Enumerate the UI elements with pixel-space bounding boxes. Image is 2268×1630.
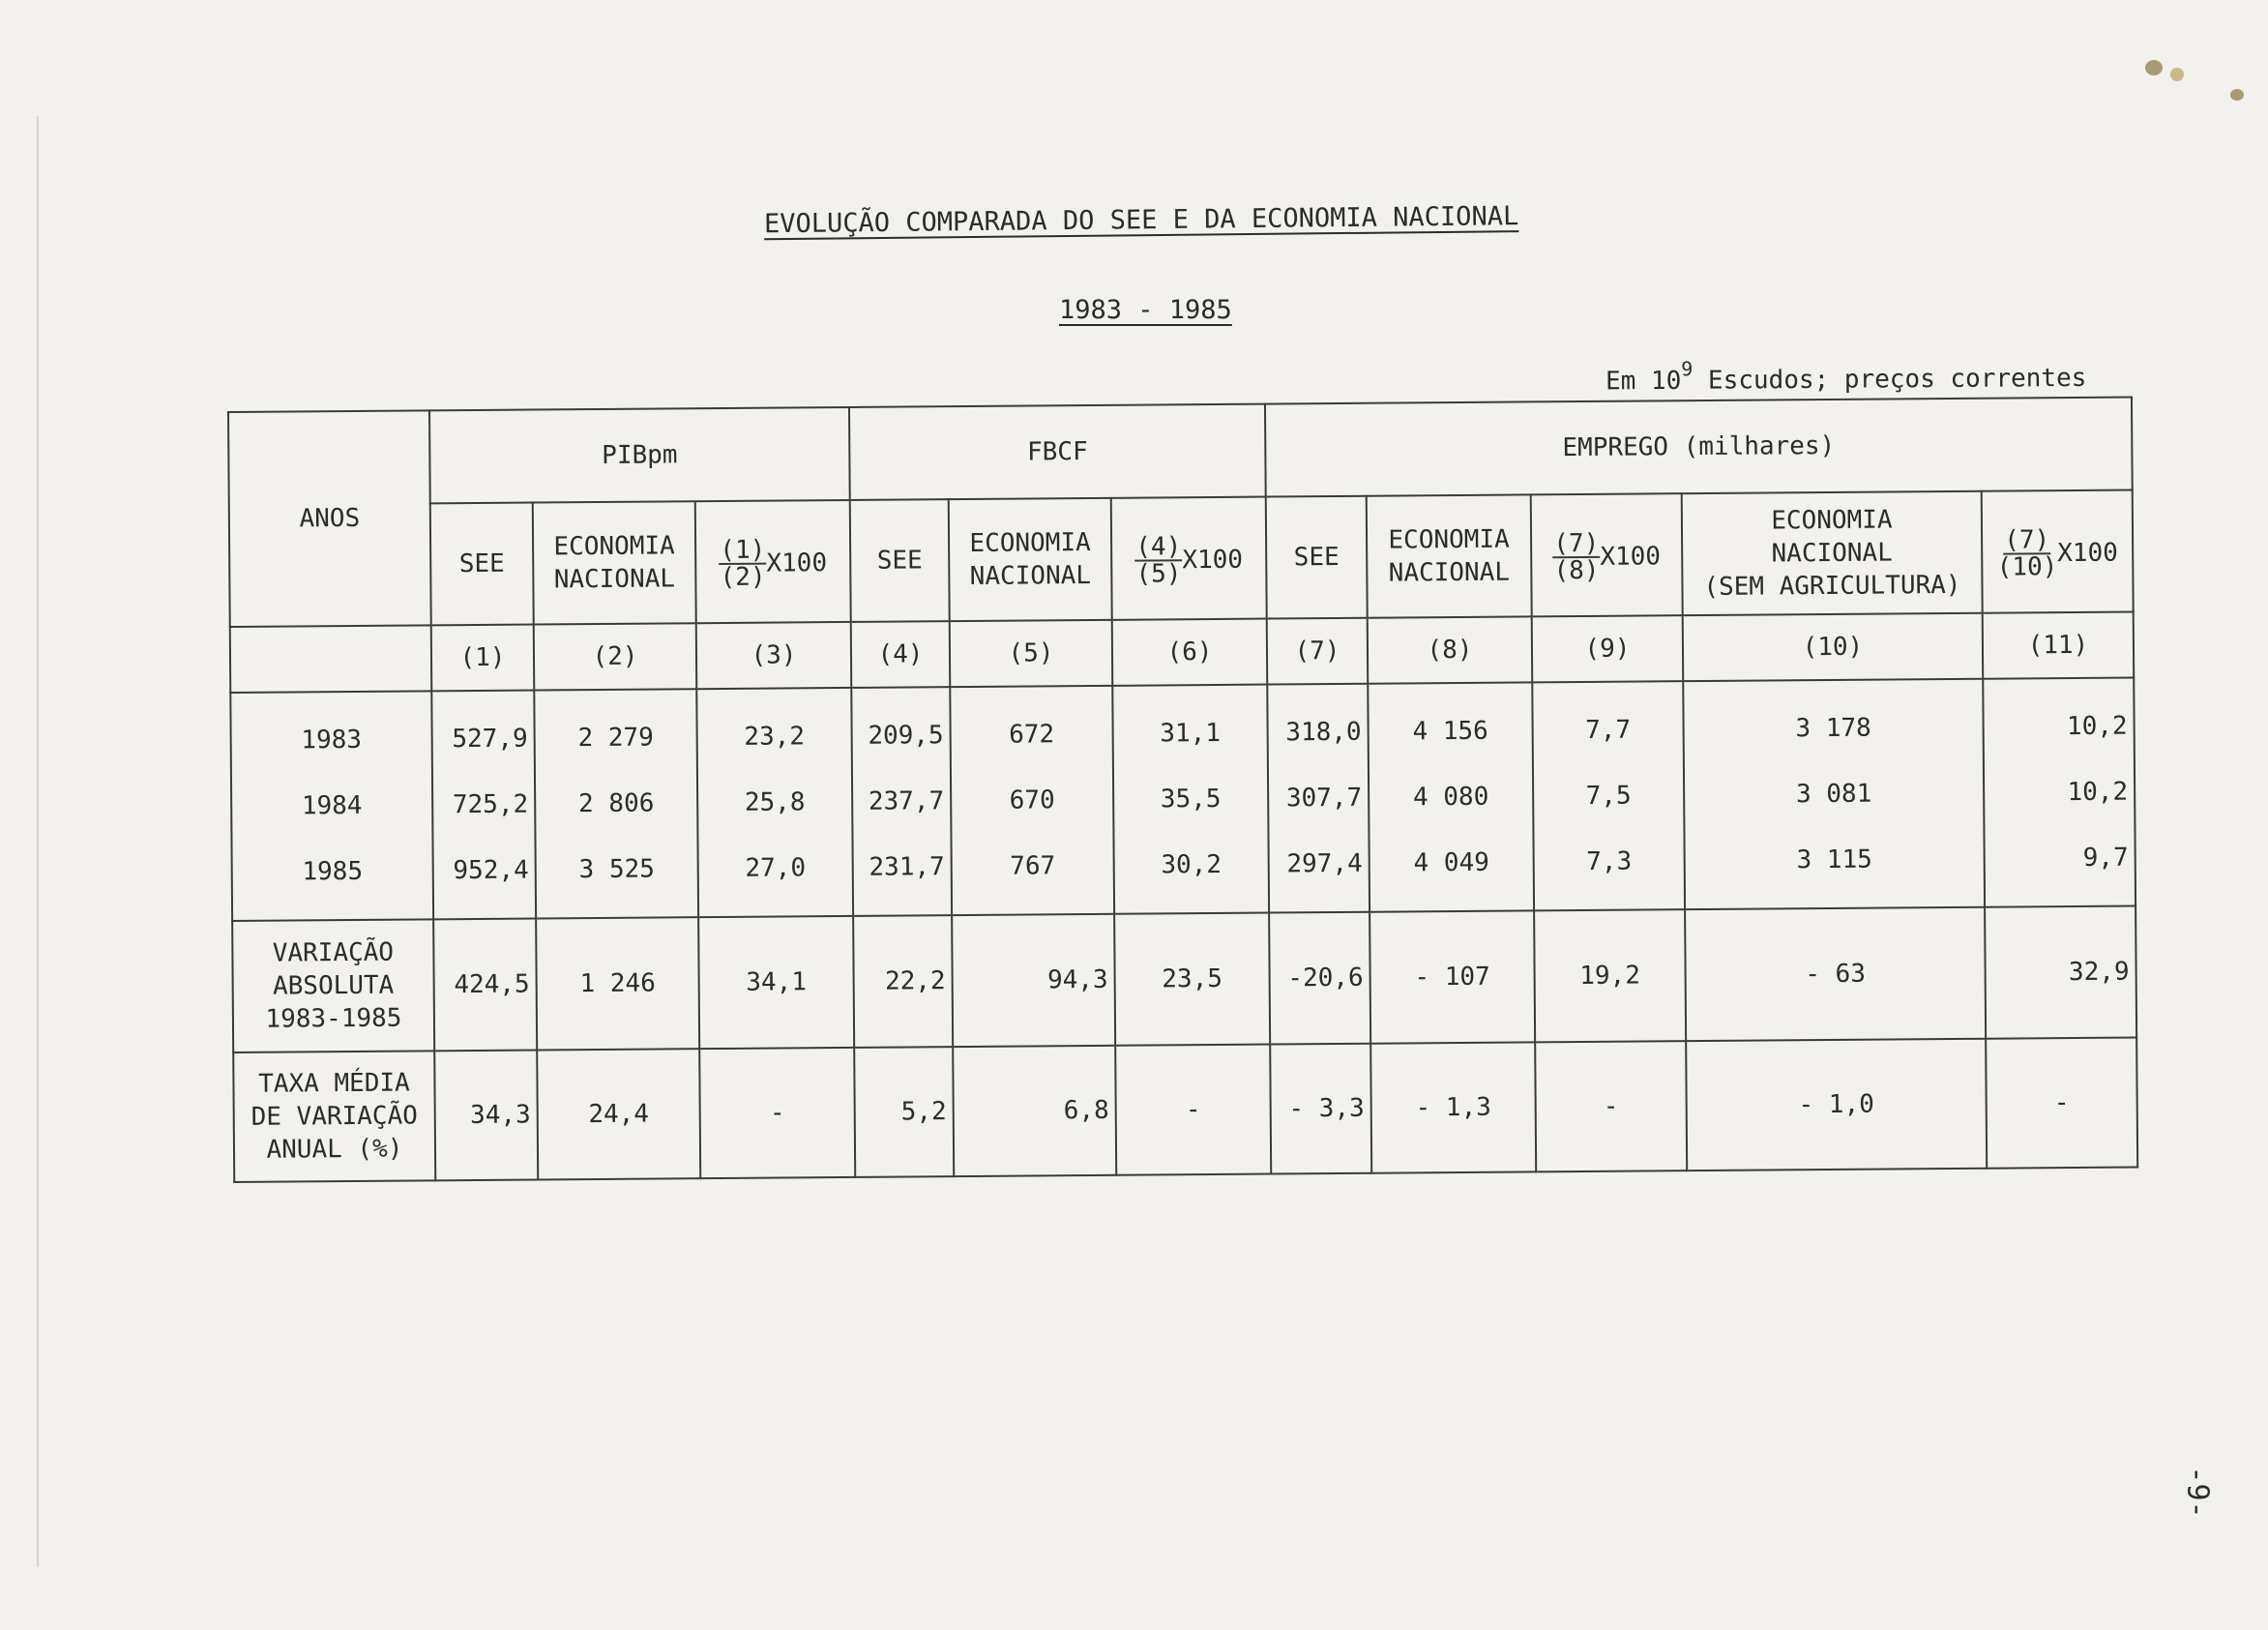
- taxa-value: 34,3: [434, 1051, 538, 1181]
- subheader-economia-sem-agricultura: ECONOMIA NACIONAL (SEM AGRICULTURA): [1682, 491, 1983, 615]
- scan-spot: [2170, 68, 2184, 81]
- year-values-col-11: 10,2 10,2 9,7: [1983, 678, 2135, 907]
- year-values-col-6: 31,1 35,5 30,2: [1112, 685, 1269, 914]
- subheader-ratio-1-2: (1) (2) X100: [695, 500, 851, 623]
- variacao-value: 94,3: [952, 914, 1115, 1047]
- subheader-see: SEE: [430, 503, 534, 626]
- year-values-col-5: 672 670 767: [950, 686, 1114, 915]
- year-values-col-4: 209,5 237,7 231,7: [851, 687, 952, 916]
- variacao-value: 22,2: [853, 915, 953, 1048]
- col-number: (1): [431, 625, 535, 692]
- taxa-value: -: [1115, 1045, 1271, 1175]
- subheader-economia-nacional: ECONOMIA NACIONAL: [533, 501, 696, 624]
- row-label-taxa-media: TAXA MÉDIA DE VARIAÇÃO ANUAL (%): [233, 1051, 435, 1182]
- subheader-see: SEE: [850, 499, 950, 622]
- col-number: (7): [1267, 618, 1369, 685]
- col-number: (4): [851, 621, 951, 688]
- units-note: Em $10^9$ Escudos; preços correntes: [1605, 357, 2087, 397]
- taxa-value: 24,4: [537, 1049, 700, 1179]
- subheader-ratio-4-5: (4) (5) X100: [1111, 497, 1267, 620]
- variacao-value: 34,1: [698, 916, 854, 1049]
- variacao-value: 23,5: [1114, 913, 1270, 1046]
- taxa-value: 6,8: [953, 1046, 1116, 1176]
- taxa-value: - 3,3: [1270, 1044, 1371, 1174]
- document-period: 1983 - 1985: [1059, 295, 1232, 325]
- col-number: (10): [1683, 613, 1984, 681]
- years-cell: 1983 1984 1985: [230, 691, 433, 921]
- scan-spot: [2230, 89, 2244, 101]
- col-number: (6): [1112, 619, 1268, 686]
- col-number: (11): [1983, 612, 2135, 679]
- variacao-value: 1 246: [536, 917, 699, 1050]
- col-number: (3): [696, 622, 852, 689]
- subheader-economia-nacional: ECONOMIA NACIONAL: [949, 498, 1112, 621]
- header-anos: ANOS: [228, 410, 431, 627]
- col-number: (9): [1532, 615, 1684, 682]
- scan-margin-line: [37, 116, 39, 1567]
- year-values-col-2: 2 279 2 806 3 525: [534, 689, 698, 918]
- col-number: (8): [1368, 616, 1533, 683]
- taxa-value: - 1,0: [1686, 1039, 1987, 1171]
- year-values-col-3: 23,2 25,8 27,0: [696, 688, 853, 917]
- taxa-value: 5,2: [854, 1047, 954, 1177]
- year-values-col-10: 3 178 3 081 3 115: [1683, 679, 1985, 909]
- taxa-value: -: [1986, 1038, 2137, 1169]
- scan-spot: [2145, 60, 2163, 75]
- variacao-value: 32,9: [1985, 906, 2136, 1039]
- year-values-col-7: 318,0 307,7 297,4: [1267, 684, 1370, 913]
- col-number-blank: [230, 625, 432, 693]
- year-values-col-9: 7,7 7,5 7,3: [1532, 681, 1685, 910]
- document-title: EVOLUÇÃO COMPARADA DO SEE E DA ECONOMIA NACIONAL: [763, 201, 1519, 240]
- subheader-see: SEE: [1266, 496, 1368, 619]
- header-pibpm: PIBpm: [429, 407, 850, 503]
- header-fbcf: FBCF: [849, 404, 1266, 500]
- row-label-variacao: VARIAÇÃO ABSOLUTA 1983-1985: [232, 919, 434, 1052]
- subheader-ratio-7-8: (7) (8) X100: [1531, 493, 1683, 616]
- col-number: (5): [950, 620, 1113, 687]
- variacao-value: 19,2: [1534, 909, 1686, 1042]
- year-values-col-8: 4 156 4 080 4 049: [1368, 682, 1534, 911]
- taxa-value: -: [699, 1048, 855, 1178]
- variacao-value: 424,5: [433, 919, 537, 1052]
- page-number: -9-: [2180, 1466, 2215, 1519]
- variacao-value: - 107: [1370, 910, 1535, 1043]
- subheader-ratio-7-10: (7) (10) X100: [1982, 490, 2134, 613]
- header-emprego: EMPREGO (milhares): [1265, 398, 2133, 497]
- variacao-value: - 63: [1685, 907, 1986, 1041]
- subheader-economia-nacional: ECONOMIA NACIONAL: [1367, 494, 1532, 617]
- taxa-value: - 1,3: [1370, 1042, 1536, 1172]
- comparison-table: [227, 397, 2138, 1183]
- variacao-value: -20,6: [1269, 912, 1370, 1045]
- taxa-value: -: [1535, 1041, 1687, 1171]
- year-values-col-1: 527,9 725,2 952,4: [431, 691, 536, 920]
- col-number: (2): [534, 623, 697, 690]
